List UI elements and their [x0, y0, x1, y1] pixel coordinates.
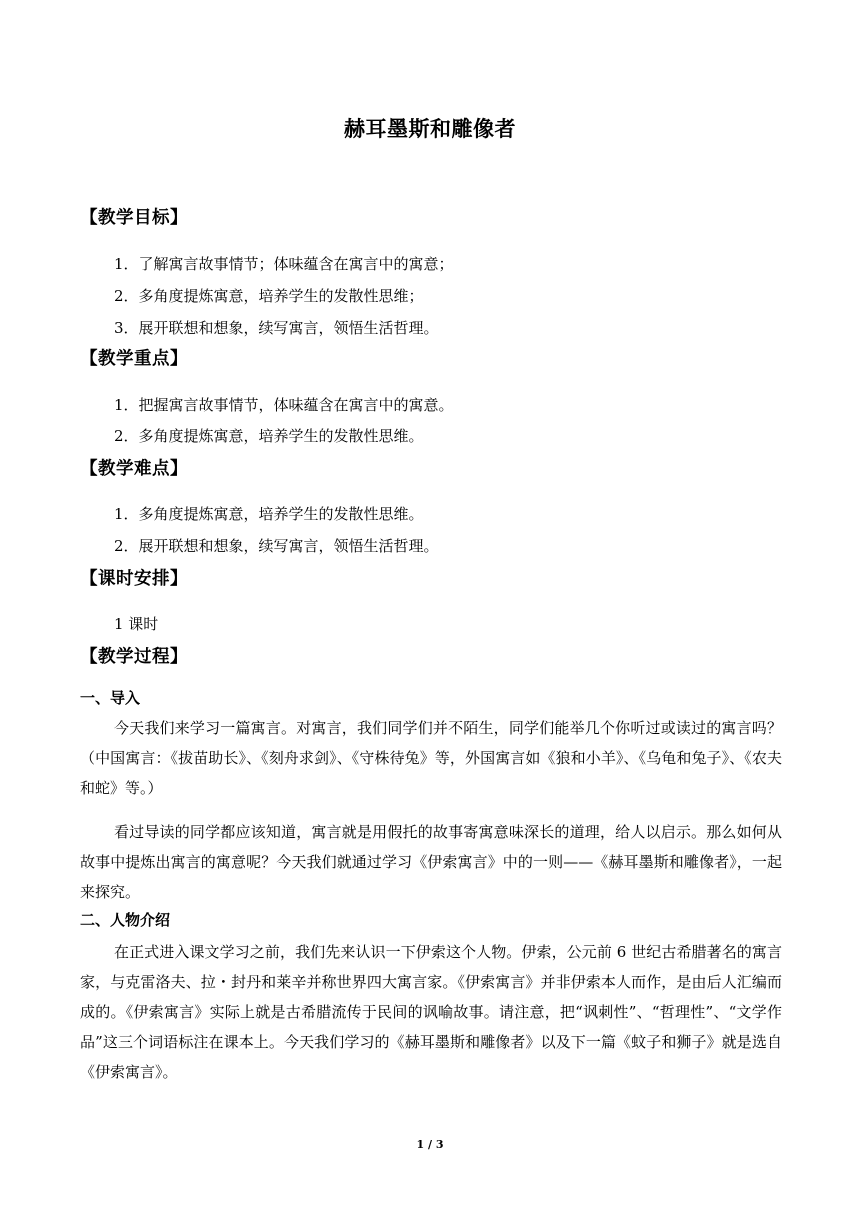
objective-item-3: 3．展开联想和想象，续写寓言，领悟生活哲理。: [114, 319, 439, 337]
process-heading: 【教学过程】: [80, 647, 188, 667]
intro-paragraph-2: 看过导读的同学都应该知道，寓言就是用假托的故事寄寓意味深长的道理，给人以启示。那么如何从故事中提炼出寓言的寓意呢？今天我们就通过学习《伊索寓言》中的一则——《赫耳墨斯和雕像者》，一起来探究。: [80, 823, 782, 901]
document-title: 赫耳墨斯和雕像者: [344, 117, 516, 141]
objectives-heading: 【教学目标】: [80, 208, 188, 228]
difficulty-item-1: 1．多角度提炼寓意，培养学生的发散性思维。: [114, 505, 424, 523]
section-title-intro: 一、导入: [80, 689, 141, 707]
page-number: 1 / 3: [416, 1138, 444, 1151]
character-paragraph-1: 在正式进入课文学习之前，我们先来认识一下伊索这个人物。伊索，公元前 6 世纪古希腊著名的寓言家，与克雷洛夫、拉・封丹和莱辛并称世界四大寓言家。《伊索寓言》并非伊索本人而作，是由后人汇编而成的。《伊索寓言》实际上就是古希腊流传于民间的讽喻故事。请注意，把“讽刺性”、“哲理性”、“文学作品”这三个词语标注在课本上。今天我们学习的《赫耳墨斯和雕像者》以及下一篇《蚊子和狮子》就是选自《伊索寓言》。: [80, 943, 782, 1081]
section-title-character: 二、人物介绍: [80, 911, 171, 929]
objective-item-2: 2．多角度提炼寓意，培养学生的发散性思维；: [114, 287, 424, 305]
difficulties-heading: 【教学难点】: [80, 459, 188, 479]
objective-item-1: 1．了解寓言故事情节；体味蕴含在寓言中的寓意；: [114, 255, 454, 273]
key-points-heading: 【教学重点】: [80, 349, 188, 369]
intro-paragraph-1: 今天我们来学习一篇寓言。对寓言，我们同学们并不陌生，同学们能举几个你听过或读过的寓言吗？（中国寓言：《拔苗助长》、《刻舟求剑》、《守株待兔》等，外国寓言如《狼和小羊》、《乌龟和兔子》、《农夫和蛇》等。）: [80, 719, 782, 797]
key-point-item-2: 2．多角度提炼寓意，培养学生的发散性思维。: [114, 427, 424, 445]
key-point-item-1: 1．把握寓言故事情节，体味蕴含在寓言中的寓意。: [114, 396, 454, 414]
difficulty-item-2: 2．展开联想和想象，续写寓言，领悟生活哲理。: [114, 537, 439, 555]
schedule-text: 1 课时: [114, 615, 159, 633]
schedule-heading: 【课时安排】: [80, 569, 188, 589]
